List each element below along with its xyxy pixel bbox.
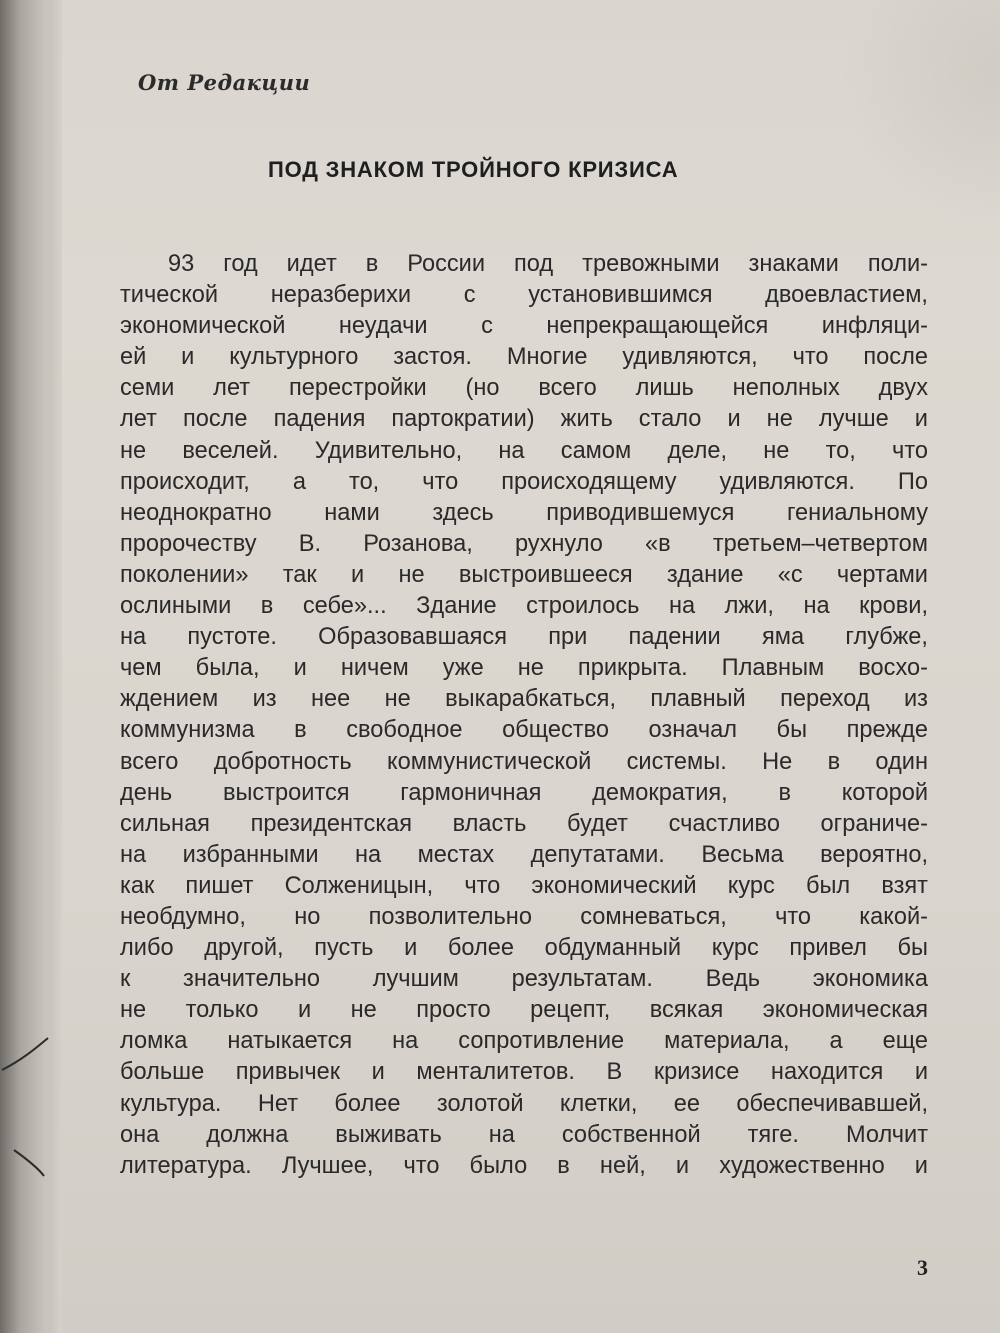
- body-text: [120, 249, 928, 1182]
- text-line: пророчеству В. Розанова, рухнуло «в третьем–четвертом: [120, 530, 928, 557]
- section-label: От Редакции: [138, 70, 311, 95]
- text-line: она должна выживать на собственной тяге. Молчит: [120, 1121, 928, 1148]
- page-number: 3: [917, 1255, 928, 1280]
- text-line: сильная президентская власть будет счастливо ограниче-: [120, 810, 928, 837]
- text-line: ломка натыкается на сопротивление материала, а еще: [120, 1028, 928, 1055]
- text-line: ждением из нее не выкарабкаться, плавный переход из: [120, 686, 928, 713]
- text-line: коммунизма в свободное общество означал бы прежде: [120, 717, 928, 744]
- text-line: больше привычек и менталитетов. В кризисе находится и: [120, 1059, 928, 1086]
- text-line: ей и культурного застоя. Многие удивляются, что после: [120, 344, 928, 371]
- text-line: всего добротность коммунистической системы. Не в один: [120, 748, 928, 775]
- text-line: происходит, а то, что происходящему удивляются. По: [120, 468, 928, 495]
- text-line: лет после падения партократии) жить стало и не лучше и: [120, 406, 928, 433]
- text-line: на пустоте. Образовавшаяся при падении яма глубже,: [120, 624, 928, 651]
- text-line: культура. Нет более золотой клетки, ее обеспечивавшей,: [120, 1090, 928, 1117]
- text-line: экономической неудачи с непрекращающейся инфляци-: [120, 313, 928, 340]
- text-line: не только и не просто рецепт, всякая экономическая: [120, 997, 928, 1024]
- text-line: не веселей. Удивительно, на самом деле, не то, что: [120, 437, 928, 464]
- text-line: неоднократно нами здесь приводившемуся гениальному: [120, 499, 928, 526]
- print-bleed-through: [822, 0, 1000, 240]
- text-line: поколении» так и не выстроившееся здание «с чертами: [120, 561, 928, 588]
- text-line: необдумно, но позволительно сомневаться, что какой-: [120, 903, 928, 930]
- text-line: ослиными в себе»... Здание строилось на лжи, на крови,: [120, 593, 928, 620]
- text-line: день выстроится гармоничная демократия, в которой: [120, 779, 928, 806]
- page-title: ПОД ЗНАКОМ ТРОЙНОГО КРИЗИСА: [268, 157, 679, 182]
- text-line: чем была, и ничем уже не прикрыта. Плавным восхо-: [120, 655, 928, 682]
- left-shadow: [0, 0, 58, 1333]
- text-line: семи лет перестройки (но всего лишь неполных двух: [120, 375, 928, 402]
- text-line: на избранными на местах депутатами. Весьма вероятно,: [120, 841, 928, 868]
- text-line: как пишет Солженицын, что экономический курс был взят: [120, 872, 928, 899]
- text-line: тической неразберихи с установившимся двоевластием,: [120, 282, 928, 309]
- text-line: к значительно лучшим результатам. Ведь экономика: [120, 966, 928, 993]
- text-line: 93 год идет в России под тревожными знаками поли-: [168, 251, 928, 277]
- text-line: либо другой, пусть и более обдуманный курс привел бы: [120, 935, 928, 962]
- text-line: литература. Лучшее, что было в ней, и художественно и: [120, 1152, 928, 1179]
